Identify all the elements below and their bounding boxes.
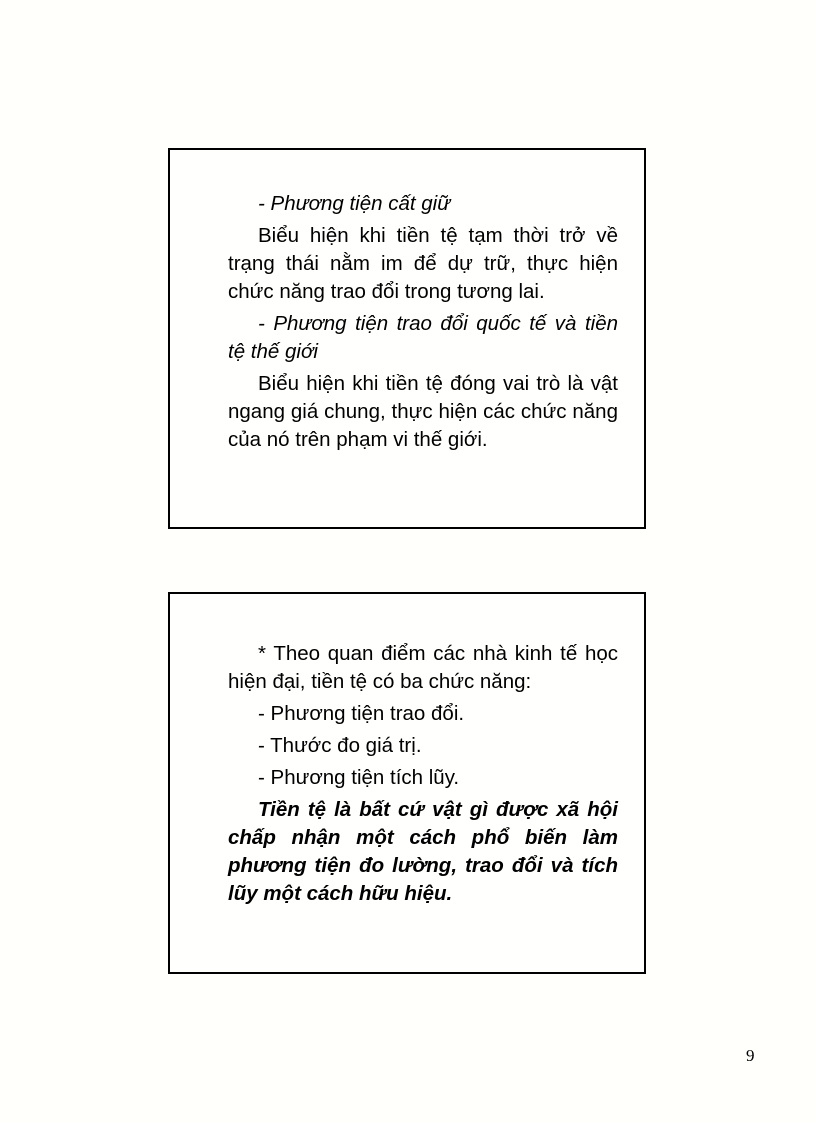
page-number: 9 (746, 1046, 755, 1065)
list-item-measure: - Thước đo giá trị. (258, 734, 422, 757)
heading-international-function: - Phương tiện trao đổi quốc tế và tiền tệ thế giới (228, 312, 618, 363)
list-item-accumulation: - Phương tiện tích lũy. (258, 766, 460, 789)
definition-money: Tiền tệ là bất cứ vật gì được xã hội chấp nhận một cách phổ biến làm phương tiện đo lường, trao đổi và tích lũy một cách hữu hiệu. (228, 798, 618, 905)
slide-text-block (228, 190, 618, 458)
heading-storage-function: - Phương tiện cất giữ (258, 192, 451, 215)
list-item-exchange: - Phương tiện trao đổi. (258, 702, 465, 725)
paragraph-modern-view: * Theo quan điểm các nhà kinh tế học hiện đại, tiền tệ có ba chức năng: (228, 642, 618, 693)
slide-frame-2 (168, 592, 646, 974)
paragraph-storage-description: Biểu hiện khi tiền tệ tạm thời trở về trạng thái nằm im để dự trữ, thực hiện chức năng trao đổi trong tương lai. (228, 224, 618, 303)
slide-text-block (228, 640, 618, 912)
slide-frame-1 (168, 148, 646, 529)
paragraph-international-description: Biểu hiện khi tiền tệ đóng vai trò là vật ngang giá chung, thực hiện các chức năng của nó trên phạm vi thế giới. (228, 372, 618, 451)
